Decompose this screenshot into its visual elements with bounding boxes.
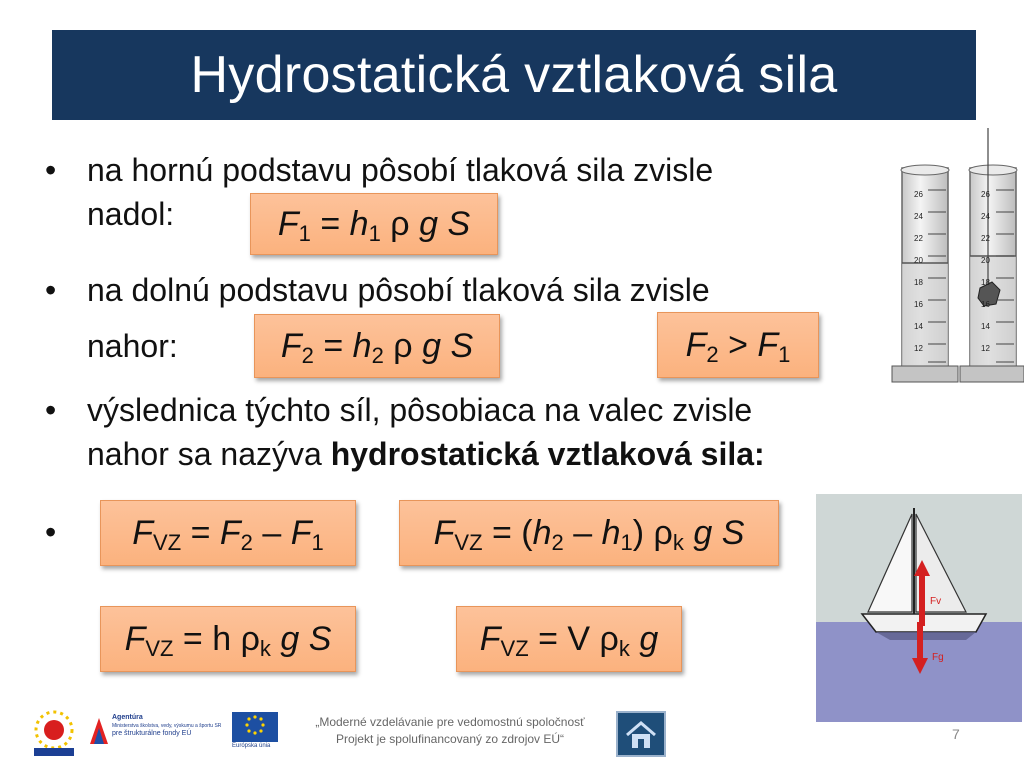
graduated-cylinders-image [888, 128, 1024, 390]
footer-line-2: Projekt je spolufinancovaný zo zdrojov EÚ“ [335, 732, 565, 746]
label-fv: Fv [930, 596, 942, 607]
bullet-3-line-2-prefix: nahor sa nazýva [87, 436, 331, 472]
title-bar [52, 30, 976, 120]
formula-fvz-volume-text: $F_{VZ} = V$ $\rho_k$ g [479, 619, 659, 661]
scale-label: 26 [981, 190, 990, 199]
sailboat-buoyancy-image [816, 494, 1022, 722]
scale-label: 14 [914, 322, 923, 331]
cylinder-scale-left [914, 184, 923, 360]
formula-fvz-difference [100, 500, 356, 566]
bullet-2-line-2: nahor: [87, 328, 178, 364]
home-button[interactable] [616, 711, 666, 757]
scale-label: 22 [914, 234, 923, 243]
bullet-dot: • [45, 514, 57, 550]
scale-label: 24 [981, 212, 990, 221]
formula-fvz-height-area-text: $F_{VZ} = h$ $\rho_k$ g S [124, 619, 332, 661]
agentura-logo [88, 712, 222, 752]
term-buoyant-force: hydrostatická vztlaková sila: [330, 436, 765, 472]
formula-compare-text: $F_2 > F_1$ [685, 325, 791, 367]
scale-label: 18 [914, 278, 923, 287]
cylinder-scale-right [981, 184, 990, 360]
home-icon [618, 713, 664, 755]
scale-label: 24 [914, 212, 923, 221]
scale-label: 20 [981, 256, 990, 265]
scale-label: 12 [914, 344, 923, 353]
page-number: 7 [952, 726, 960, 742]
formula-fvz-heights-text: $F_{VZ} = (h_2 - h_1)$ $\rho_k$ g S [433, 513, 745, 555]
footer-line-1: „Moderné vzdelávanie pre vedomostnú spoločnosť [315, 715, 585, 729]
formula-f2 [254, 314, 500, 378]
scale-label: 18 [981, 278, 990, 287]
scale-label: 14 [981, 322, 990, 331]
bullet-3-line-2 [87, 432, 765, 476]
scale-label: 16 [981, 300, 990, 309]
formula-fvz-difference-text: $F_{VZ} = F_2 - F_1$ [132, 513, 324, 555]
agentura-ministry: Ministerstva školstva, vedy, výskumu a športu SR [112, 723, 222, 729]
bullet-2-line-1: na dolnú podstavu pôsobí tlaková sila zvisle [87, 272, 710, 308]
formula-f1 [250, 193, 498, 255]
scale-label: 26 [914, 190, 923, 199]
formula-f1-text: $F_1 = h_1$ ρ g S [277, 204, 471, 246]
footer-project-text [300, 714, 600, 748]
agentura-funds: pre štrukturálne fondy EÚ [112, 730, 192, 737]
bullet-1-line-1: na hornú podstavu pôsobí tlaková sila zvisle [87, 152, 714, 188]
formula-compare [657, 312, 819, 378]
formula-fvz-volume [456, 606, 682, 672]
eu-flag-logo [232, 712, 284, 754]
formula-f2-text: $F_2 = h_2$ ρ g S [280, 326, 474, 368]
scale-label: 22 [981, 234, 990, 243]
bullet-3-line-1: výslednica týchto síl, pôsobiaca na valec zvisle [87, 392, 753, 428]
scale-label: 20 [914, 256, 923, 265]
bullet-1-line-2: nadol: [87, 196, 175, 232]
label-fg: Fg [932, 652, 944, 663]
op-vzdelavanie-logo [28, 708, 80, 758]
bullet-dot: • [45, 272, 57, 308]
slide-title: Hydrostatická vztlaková sila [190, 46, 838, 104]
scale-label: 16 [914, 300, 923, 309]
formula-fvz-heights [399, 500, 779, 566]
bullet-dot: • [45, 152, 57, 188]
formula-fvz-height-area [100, 606, 356, 672]
bullet-dot: • [45, 392, 57, 428]
scale-label: 12 [981, 344, 990, 353]
eu-label: Európska únia [232, 743, 271, 749]
agentura-title: Agentúra [112, 714, 143, 721]
